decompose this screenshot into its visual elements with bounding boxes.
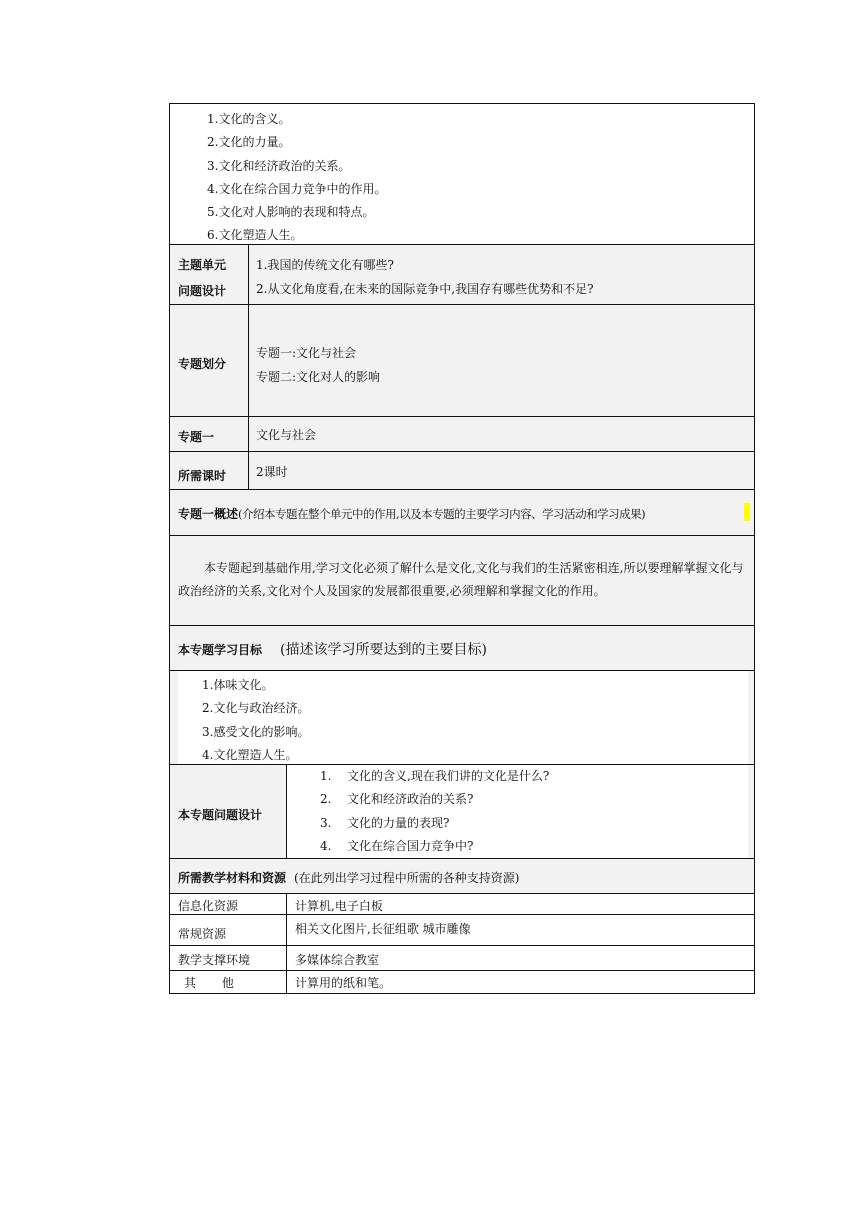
unit-questions-label-2: 问题设计 xyxy=(178,284,227,298)
unit-question-item: 2.从文化角度看,在未来的国际竞争中,我国存有哪些优势和不足? xyxy=(256,282,594,296)
goals-list xyxy=(202,674,309,767)
list-item: 5.文化对人影响的表现和特点。 xyxy=(207,205,375,220)
topic1-label: 专题一 xyxy=(178,430,215,444)
class-hours-label: 所需课时 xyxy=(178,469,227,483)
question-number: 3. xyxy=(320,815,332,830)
topic-division-label: 专题划分 xyxy=(178,357,227,371)
question-text: 文化在综合国力竞争中? xyxy=(347,838,474,853)
resources-label: 所需教学材料和资源 xyxy=(178,871,287,885)
question-number: 4. xyxy=(320,838,332,853)
resource-value: 计算机,电子白板 xyxy=(295,899,383,913)
topic-questions-label: 本专题问题设计 xyxy=(178,808,263,822)
resource-row xyxy=(170,971,754,993)
resources-hint: (在此列出学习过程中所需的各种支持资源) xyxy=(294,871,520,885)
divider xyxy=(248,305,249,416)
resource-value: 计算用的纸和笔。 xyxy=(295,976,392,990)
list-item xyxy=(320,765,549,788)
divider xyxy=(286,915,287,945)
list-item xyxy=(320,812,549,835)
resources-header-row xyxy=(170,859,754,894)
class-hours-row xyxy=(170,452,754,490)
list-item xyxy=(320,788,549,811)
question-text: 文化的力量的表现? xyxy=(347,815,450,830)
resource-row xyxy=(170,894,754,915)
class-hours-value: 2课时 xyxy=(256,465,288,479)
list-item: 1.体味文化。 xyxy=(202,678,274,692)
resource-name: 常规资源 xyxy=(178,927,227,941)
resource-name: 教学支撑环境 xyxy=(178,953,251,967)
resource-name: 信息化资源 xyxy=(178,899,239,913)
divider xyxy=(286,971,287,993)
unit-questions-row xyxy=(170,245,754,305)
topic-division-row xyxy=(170,305,754,417)
question-number: 2. xyxy=(320,792,332,807)
overview-hint: (介绍本专题在整个单元中的作用,以及本专题的主要学习内容、学习活动和学习成果) xyxy=(238,507,646,521)
divider xyxy=(248,452,249,489)
resource-row xyxy=(170,915,754,946)
list-item: 3.文化和经济政治的关系。 xyxy=(207,158,351,173)
goals-list-panel xyxy=(178,671,748,764)
resources-header xyxy=(178,869,519,886)
goals-header-row xyxy=(170,626,754,671)
divider xyxy=(248,417,249,451)
highlight-mark xyxy=(744,503,750,521)
unit-questions-label-1: 主题单元 xyxy=(178,258,227,272)
list-item: 3.感受文化的影响。 xyxy=(202,724,310,739)
resource-value: 多媒体综合教室 xyxy=(295,953,380,967)
topic-division-item: 专题一:文化与社会 xyxy=(256,346,357,360)
list-item: 6.文化塑造人生。 xyxy=(207,228,303,243)
resource-row xyxy=(170,946,754,971)
question-number: 1. xyxy=(320,769,332,783)
resource-name: 其 他 xyxy=(184,976,234,990)
goals-header xyxy=(178,639,487,659)
overview-header-row xyxy=(170,490,754,536)
overview-body-row xyxy=(170,536,754,626)
lesson-plan-table xyxy=(169,103,755,994)
list-item: 2.文化的力量。 xyxy=(207,135,291,150)
list-item: 2.文化与政治经济。 xyxy=(202,701,310,716)
topic1-row xyxy=(170,417,754,452)
topic-division-item: 专题二:文化对人的影响 xyxy=(256,370,381,384)
unit-question-item: 1.我国的传统文化有哪些? xyxy=(256,258,394,272)
divider xyxy=(286,946,287,970)
goals-hint: (描述该学习所要达到的主要目标) xyxy=(280,642,487,658)
overview-label: 专题一概述 xyxy=(178,507,239,521)
intro-list xyxy=(207,108,386,248)
goals-list-row xyxy=(170,671,754,765)
overview-body: 本专题起到基础作用,学习文化必须了解什么是文化,文化与我们的生活紧密相连,所以要理解掌握文化与政治经济的关系,文化对个人及国家的发展都很重要,必须理解和掌握文化的作用。 xyxy=(178,561,744,598)
list-item: 4.文化在综合国力竞争中的作用。 xyxy=(207,181,387,196)
question-text: 文化的含义,现在我们讲的文化是什么? xyxy=(347,769,550,783)
topic1-value: 文化与社会 xyxy=(256,428,317,442)
goals-label: 本专题学习目标 xyxy=(178,643,263,657)
divider xyxy=(248,245,249,304)
divider xyxy=(286,894,287,914)
topic-questions-row xyxy=(170,765,754,859)
topic-questions-list xyxy=(320,765,549,858)
list-item: 1.文化的含义。 xyxy=(207,112,291,126)
resource-value: 相关文化图片,长征组歌 城市雕像 xyxy=(295,922,471,936)
intro-list-row xyxy=(170,104,754,245)
topic-questions-panel xyxy=(287,765,748,858)
list-item: 4.文化塑造人生。 xyxy=(202,747,298,762)
list-item xyxy=(320,835,549,858)
question-text: 文化和经济政治的关系? xyxy=(347,792,474,807)
overview-header xyxy=(178,505,645,522)
